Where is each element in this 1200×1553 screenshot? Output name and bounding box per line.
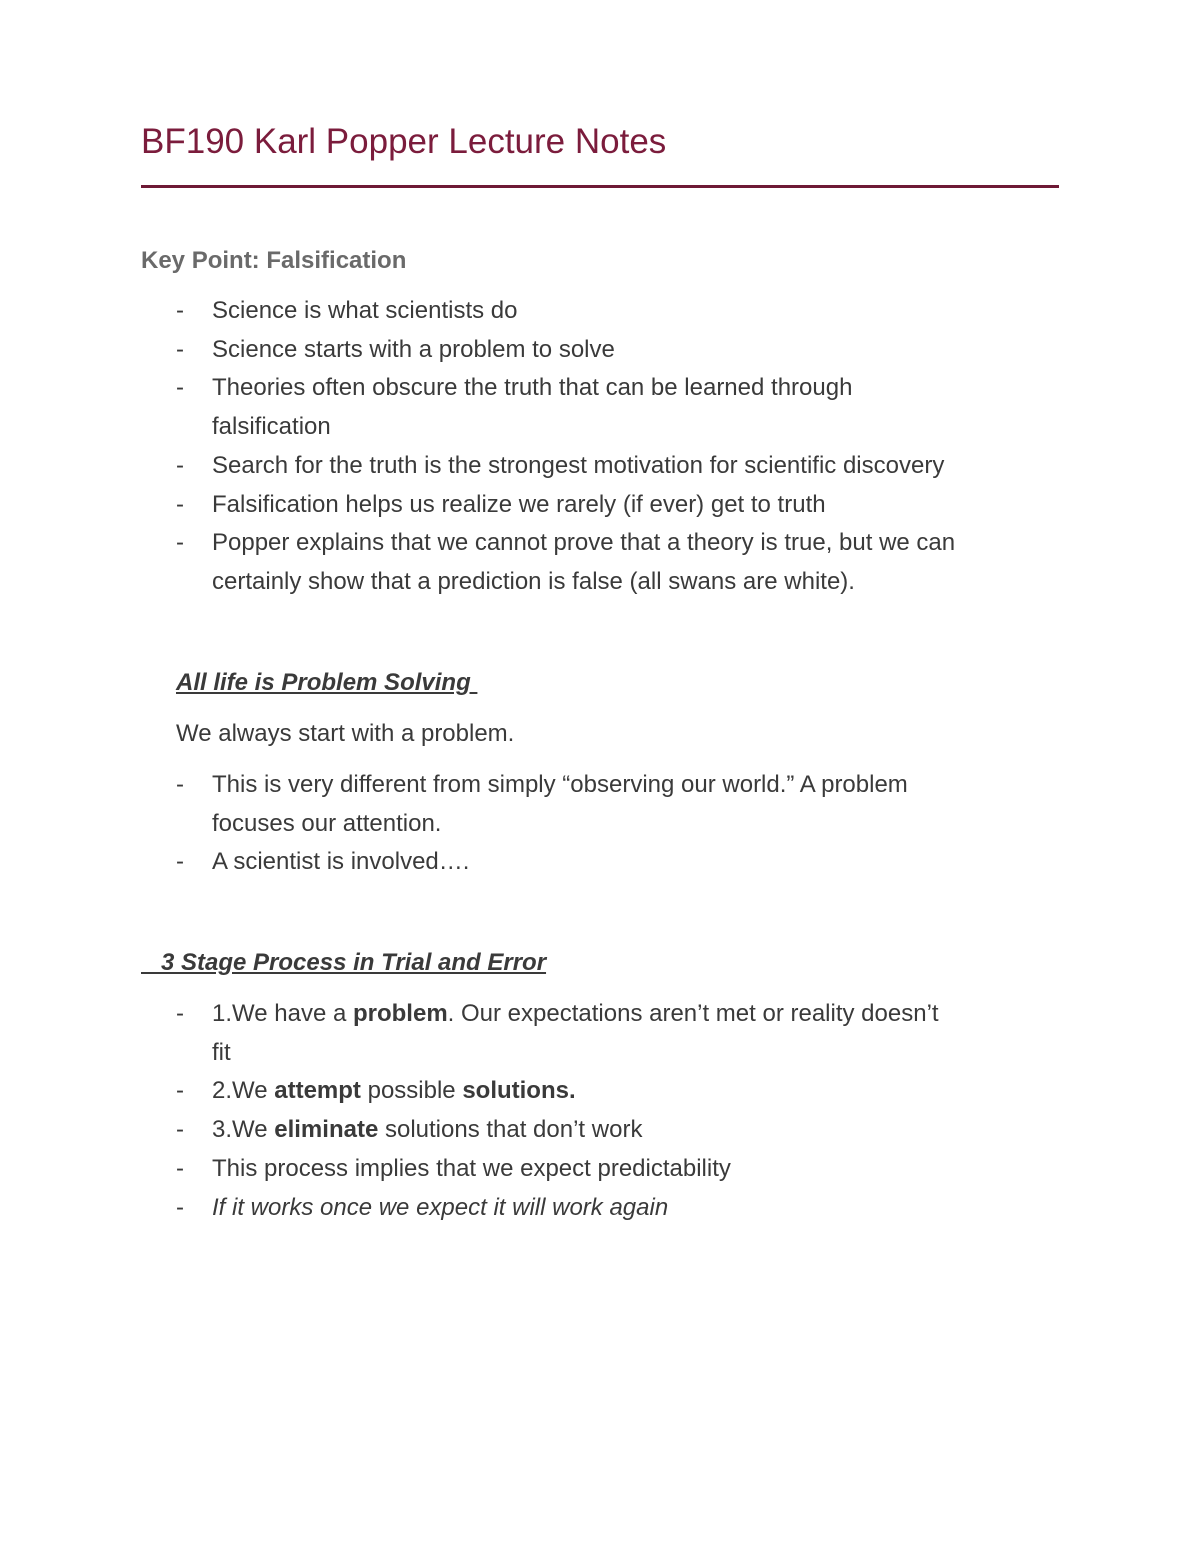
trial-error-heading: 3 Stage Process in Trial and Error xyxy=(141,949,547,976)
problem-solving-heading: All life is Problem Solving xyxy=(176,669,478,696)
bullet-dash: - xyxy=(176,490,184,518)
problem-solving-list xyxy=(176,766,1076,882)
list-item: - 2.We attempt possible solutions. xyxy=(176,1072,1076,1111)
list-item: - A scientist is involved…. xyxy=(176,843,1076,882)
trial-error-list xyxy=(176,995,1076,1227)
list-item: - This is very different from simply “observing our world.” A problem focuses our attention. xyxy=(176,766,1076,843)
bullet-dash: - xyxy=(176,529,184,557)
list-item: - Theories often obscure the truth that can be learned through falsification xyxy=(176,369,1076,446)
list-item: - Search for the truth is the strongest motivation for scientific discovery xyxy=(176,447,1076,486)
bullet-dash: - xyxy=(176,1077,184,1105)
list-item: - 3.We eliminate solutions that don’t work xyxy=(176,1111,1076,1150)
bullet-dash: - xyxy=(176,374,184,402)
list-item: - This process implies that we expect predictability xyxy=(176,1150,1076,1189)
bullet-dash: - xyxy=(176,297,184,324)
list-item: - Science starts with a problem to solve xyxy=(176,331,1076,370)
title-divider xyxy=(141,185,1059,188)
bullet-dash: - xyxy=(176,848,184,876)
list-item: - Falsification helps us realize we rarely (if ever) get to truth xyxy=(176,486,1076,525)
bullet-dash: - xyxy=(176,1116,184,1144)
emphasis-solutions: solutions. xyxy=(462,1077,576,1105)
bullet-dash: - xyxy=(176,1154,184,1182)
problem-solving-intro: We always start with a problem. xyxy=(176,720,515,747)
list-item: - Science is what scientists do xyxy=(176,292,1076,331)
bullet-dash: - xyxy=(176,771,184,798)
list-item: - 1.We have a problem. Our expectations aren’t met or reality doesn’t fit xyxy=(176,995,1076,1072)
bullet-dash: - xyxy=(176,1193,184,1221)
list-item: - If it works once we expect it will work again xyxy=(176,1189,1076,1228)
emphasis-attempt: attempt xyxy=(274,1077,361,1105)
bullet-dash: - xyxy=(176,451,184,479)
emphasis-eliminate: eliminate xyxy=(274,1116,379,1144)
document-title: BF190 Karl Popper Lecture Notes xyxy=(141,122,667,161)
list-item: - Popper explains that we cannot prove that a theory is true, but we can certainly show that a prediction is false (all swans are white). xyxy=(176,524,1076,601)
emphasis-problem: problem xyxy=(352,1000,448,1027)
key-point-heading: Key Point: Falsification xyxy=(141,247,407,274)
bullet-dash: - xyxy=(176,1000,184,1027)
bullet-dash: - xyxy=(176,335,184,363)
key-points-list xyxy=(176,292,1076,602)
